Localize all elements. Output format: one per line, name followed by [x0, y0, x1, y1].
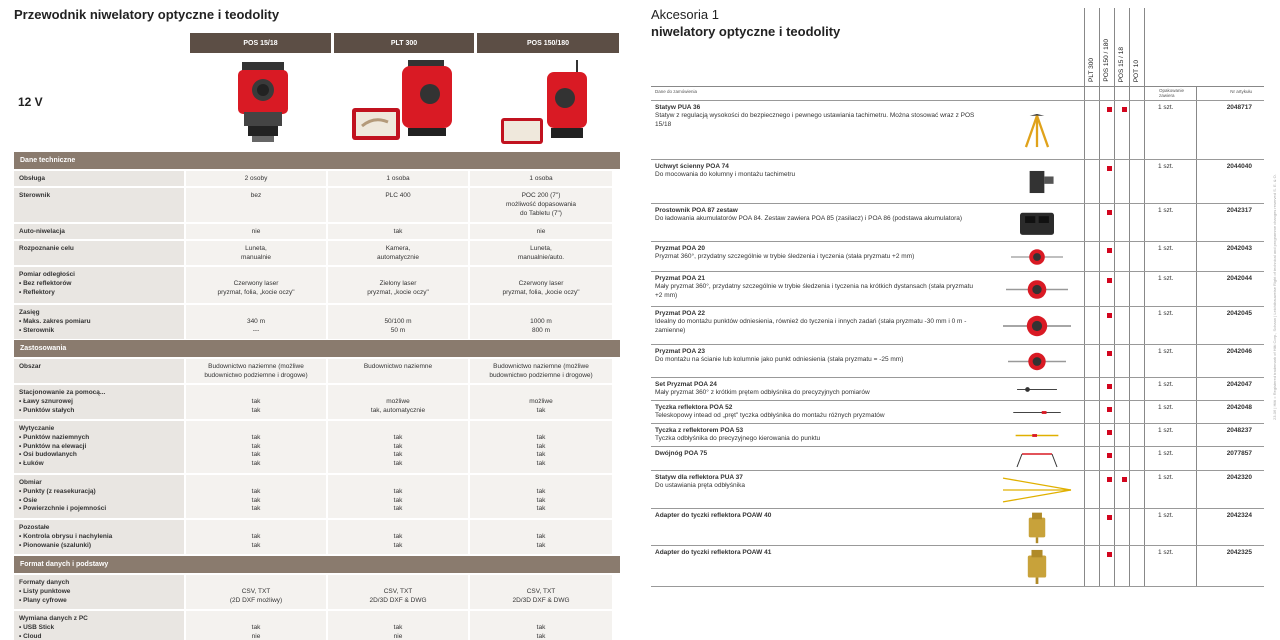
accessory-name: Pryzmat POA 21: [655, 275, 705, 282]
row-value: tak tak: [186, 520, 328, 554]
accessory-qty: 1 szt.: [1158, 474, 1174, 481]
row-value: możliwe tak, automatycznie: [328, 385, 470, 419]
accessory-row: [651, 508, 1264, 546]
compatibility-mark: [1122, 107, 1127, 112]
accessory-qty: 1 szt.: [1158, 549, 1174, 556]
accessory-name: Pryzmat POA 22: [655, 310, 705, 317]
row-value: PLC 400: [328, 188, 470, 222]
product-header-2: PLT 300: [334, 33, 474, 53]
side-legal-text: 23-06 | Hilti = Registered trademark of Hilti Corp., Schaan | Leichtbauweise Right of technical and programme changes reserved S. E. & O.: [1272, 174, 1277, 420]
accessory-row: [651, 100, 1264, 160]
accessory-name: Prostownik POA 87 zestaw: [655, 207, 738, 214]
compatibility-mark: [1107, 453, 1112, 458]
accessory-row: [651, 271, 1264, 307]
compatibility-mark: [1107, 430, 1112, 435]
row-value: 1000 m 800 m: [470, 305, 612, 339]
accessory-name: Pryzmat POA 20: [655, 245, 705, 252]
accessory-qty: 1 szt.: [1158, 427, 1174, 434]
row-value: 50/100 m 50 m: [328, 305, 470, 339]
accessory-article: 2042324: [1226, 512, 1252, 519]
compatibility-mark: [1107, 351, 1112, 356]
accessory-desc: Do ładowania akumulatorów POA 84. Zestaw zawiera POA 85 (zasilacz) i POA 86 (podstawa akumulatora): [655, 215, 963, 222]
accessory-qty: 1 szt.: [1158, 104, 1174, 111]
accessory-row: [651, 377, 1264, 401]
product-header-3: POS 150/180: [477, 33, 619, 53]
row-value: tak tak tak: [186, 475, 328, 518]
wall-bracket-icon: [991, 162, 1083, 202]
accessory-name: Adapter do tyczki reflektora POAW 41: [655, 549, 772, 556]
table-row: [14, 421, 620, 473]
accessory-row: [651, 344, 1264, 378]
row-value: Budownictwo naziemne: [328, 359, 470, 383]
row-value: Zielony laser pryzmat, „kocie oczy": [328, 267, 470, 303]
accessory-name: Pryzmat POA 23: [655, 348, 705, 355]
row-label: Pomiar odległości • Bez reflektorów • Reflektory: [14, 267, 186, 303]
row-value: CSV, TXT 2D/3D DXF & DWG: [328, 575, 470, 609]
total-station-plt300-image: [350, 56, 462, 148]
charger-icon: [991, 206, 1083, 240]
row-value: Budownictwo naziemne (możliwe budownictwo podziemne i drogowe): [186, 359, 328, 383]
table-row: [14, 241, 620, 265]
row-value: tak nie: [328, 611, 470, 640]
accessory-article: 2042046: [1226, 348, 1252, 355]
row-label: Obsługa: [14, 171, 186, 186]
accessory-name: Tyczka reflektora POA 52: [655, 404, 733, 411]
compatibility-mark: [1107, 248, 1112, 253]
accessory-row: [651, 446, 1264, 471]
accessory-desc: Do mocowania do kolumny i montażu tachimetru: [655, 171, 796, 178]
compatibility-mark: [1107, 552, 1112, 557]
row-value: POC 200 (7") możliwość dopasowania do Tabletu (7"): [470, 188, 612, 222]
header-desc: Dane do zamówienia: [655, 89, 698, 94]
row-value: tak tak tak: [328, 475, 470, 518]
left-page-title: Przewodnik niwelatory optyczne i teodolity: [14, 7, 280, 22]
accessory-desc: Idealny do montażu punktów odniesienia, również do tyczenia i innych zadań (stała pryzmatu -30 mm i 0 m - zamienne): [655, 318, 967, 334]
accessory-name: Tyczka z reflektorem POA 53: [655, 427, 744, 434]
row-value: tak tak tak: [470, 475, 612, 518]
header-art: Nr artykułu: [1230, 89, 1252, 94]
total-station-pos150-image: [499, 56, 594, 148]
accessory-row: [651, 470, 1264, 509]
prism-icon: [991, 274, 1083, 305]
row-label: Auto-niwelacja: [14, 224, 186, 239]
row-value: tak tak: [470, 520, 612, 554]
total-station-pos15-image: [228, 56, 298, 148]
accessory-name: Set Pryzmat POA 24: [655, 381, 717, 388]
accessory-row: [651, 203, 1264, 242]
right-page-title: [651, 7, 840, 41]
row-label: Zasięg • Maks. zakres pomiaru • Sterownik: [14, 305, 186, 339]
adapter-icon: [991, 548, 1083, 585]
row-value: tak tak: [328, 520, 470, 554]
accessory-article: 2048717: [1226, 104, 1252, 111]
column-header: PLT 300: [1084, 8, 1099, 86]
table-row: [14, 359, 620, 383]
accessory-desc: Teleskopowy intead od „pręt" tyczka odbłyśnika do montażu różnych pryzmatów: [655, 412, 885, 419]
reflector-tripod-icon: [991, 473, 1083, 507]
accessory-name: Statyw dla reflektora PUA 37: [655, 474, 743, 481]
compatibility-mark: [1107, 477, 1112, 482]
accessory-row: [651, 423, 1264, 447]
right-page: [640, 0, 1280, 640]
row-value: tak tak: [470, 611, 612, 640]
reflector-pole-icon: [991, 403, 1083, 422]
accessory-desc: Do montażu na ścianie lub kolumnie jako punkt odniesienia (stała pryzmatu = -25 mm): [655, 356, 904, 363]
row-label: Rozpoznanie celu: [14, 241, 186, 265]
accessory-qty: 1 szt.: [1158, 381, 1174, 388]
row-value: tak tak tak tak: [186, 421, 328, 473]
table-row: [14, 520, 620, 554]
table-row: [14, 171, 620, 186]
row-value: Czerwony laser pryzmat, folia, „kocie oczy": [470, 267, 612, 303]
accessory-row: [651, 400, 1264, 424]
column-header: POT 10: [1129, 8, 1145, 86]
table-header: [651, 86, 1264, 101]
column-header: POS 15 / 18: [1114, 8, 1129, 86]
row-value: nie: [186, 224, 328, 239]
accessory-qty: 1 szt.: [1158, 348, 1174, 355]
row-value: tak: [328, 224, 470, 239]
row-value: Budownictwo naziemne (możliwe budownictwo podziemne i drogowe): [470, 359, 612, 383]
accessory-article: 2042320: [1226, 474, 1252, 481]
prism-icon: [991, 309, 1083, 343]
compatibility-mark: [1122, 477, 1127, 482]
prism-set-icon: [991, 380, 1083, 399]
accessory-row: [651, 545, 1264, 587]
accessory-article: 2042045: [1226, 310, 1252, 317]
row-value: tak tak: [186, 385, 328, 419]
product-header-1: POS 15/18: [190, 33, 331, 53]
accessory-article: 2077857: [1226, 450, 1252, 457]
table-row: [14, 475, 620, 518]
row-value: Kamera, automatycznie: [328, 241, 470, 265]
compatibility-mark: [1107, 210, 1112, 215]
accessory-article: 2042043: [1226, 245, 1252, 252]
title-line-1: Akcesoria 1: [651, 7, 719, 22]
accessory-qty: 1 szt.: [1158, 512, 1174, 519]
accessory-qty: 1 szt.: [1158, 450, 1174, 457]
row-value: bez: [186, 188, 328, 222]
row-label: Obmiar • Punkty (z reasekuracją) • Osie • Powierzchnie i pojemności: [14, 475, 186, 518]
accessory-qty: 1 szt.: [1158, 207, 1174, 214]
row-value: Luneta, manualnie/auto.: [470, 241, 612, 265]
reflector-pole-icon: [991, 426, 1083, 445]
accessory-desc: Mały pryzmat 360° z krótkim prętem odbłyśnika do precyzyjnych pomiarów: [655, 389, 870, 396]
accessory-article: 2048237: [1226, 427, 1252, 434]
accessory-qty: 1 szt.: [1158, 245, 1174, 252]
compatibility-mark: [1107, 278, 1112, 283]
row-value: nie: [470, 224, 612, 239]
accessory-desc: Pryzmat 360°, przydatny szczególnie w trybie śledzenia i tyczenia (stała pryzmatu +2 mm): [655, 253, 915, 260]
row-value: Luneta, manualnie: [186, 241, 328, 265]
row-value: tak tak tak tak: [328, 421, 470, 473]
compatibility-mark: [1107, 407, 1112, 412]
compatibility-mark: [1107, 313, 1112, 318]
prism-icon: [991, 347, 1083, 376]
table-row: [14, 575, 620, 609]
accessory-article: 2044040: [1226, 163, 1252, 170]
row-value: 1 osoba: [470, 171, 612, 186]
accessory-name: Uchwyt ścienny POA 74: [655, 163, 729, 170]
row-value: możliwe tak: [470, 385, 612, 419]
section-header-applications: Zastosowania: [14, 340, 620, 357]
accessory-qty: 1 szt.: [1158, 163, 1174, 170]
row-label: Formaty danych • Listy punktowe • Plany cyfrowe: [14, 575, 186, 609]
table-row: [14, 611, 620, 640]
prism-icon: [991, 244, 1083, 270]
accessory-row: [651, 306, 1264, 345]
accessory-desc: Mały pryzmat 360°, przydatny szczególnie w trybie śledzenia i tyczenia na krótkich dystansach (stała pryzmatu +2 mm): [655, 283, 973, 299]
row-value: tak tak tak tak: [470, 421, 612, 473]
accessory-article: 2042317: [1226, 207, 1252, 214]
compatibility-mark: [1107, 166, 1112, 171]
left-page: [0, 0, 625, 640]
tripod-icon: [991, 103, 1083, 158]
accessory-desc: Statyw z regulacją wysokości do bezpiecznego i pewnego ustawiania tachimetru. Można stosować wraz z POS 15/18: [655, 112, 975, 128]
voltage-label: 12 V: [18, 95, 43, 109]
row-label: Obszar: [14, 359, 186, 383]
accessory-article: 2042047: [1226, 381, 1252, 388]
section-header-data-format: Format danych i podstawy: [14, 556, 620, 573]
accessory-qty: 1 szt.: [1158, 404, 1174, 411]
table-row: [14, 267, 620, 303]
header-pack: Opakowanie zawiera: [1159, 88, 1185, 98]
column-header: POS 150 / 180: [1099, 8, 1114, 86]
bipod-icon: [991, 449, 1083, 469]
accessory-row: [651, 241, 1264, 272]
accessory-name: Adapter do tyczki reflektora POAW 40: [655, 512, 772, 519]
accessory-article: 2042044: [1226, 275, 1252, 282]
adapter-icon: [991, 511, 1083, 544]
row-label: Wymiana danych z PC • USB Stick • Cloud: [14, 611, 186, 640]
accessory-row: [651, 159, 1264, 204]
table-row: [14, 188, 620, 222]
table-row: [14, 305, 620, 339]
row-value: CSV, TXT (2D DXF możliwy): [186, 575, 328, 609]
table-row: [14, 224, 620, 239]
row-label: Wytyczanie • Punktów naziemnych • Punktów na elewacji • Osi budowlanych • Łuków: [14, 421, 186, 473]
compatibility-mark: [1107, 515, 1112, 520]
accessory-qty: 1 szt.: [1158, 275, 1174, 282]
table-row: [14, 385, 620, 419]
row-value: CSV, TXT 2D/3D DXF & DWG: [470, 575, 612, 609]
accessory-name: Dwójnóg POA 75: [655, 450, 708, 457]
row-label: Pozostałe • Kontrola obrysu i nachylenia • Pionowanie (szalunki): [14, 520, 186, 554]
accessory-qty: 1 szt.: [1158, 310, 1174, 317]
accessory-article: 2042325: [1226, 549, 1252, 556]
compatibility-mark: [1107, 107, 1112, 112]
row-value: 1 osoba: [328, 171, 470, 186]
row-label: Stacjonowanie za pomocą... • Ławy sznurowej • Punktów stałych: [14, 385, 186, 419]
row-value: 340 m ---: [186, 305, 328, 339]
accessory-desc: Tyczka odbłyśnika do precyzyjnego kierowania do punktu: [655, 435, 821, 442]
compatibility-mark: [1107, 384, 1112, 389]
row-value: tak nie: [186, 611, 328, 640]
row-label: Sterownik: [14, 188, 186, 222]
table-bottom-rule: [651, 586, 1264, 587]
section-header-technical: Dane techniczne: [14, 152, 620, 169]
accessory-name: Statyw PUA 36: [655, 104, 701, 111]
title-line-2: niwelatory optyczne i teodolity: [651, 23, 841, 39]
row-value: Czerwony laser pryzmat, folia, „kocie oczy": [186, 267, 328, 303]
row-value: 2 osoby: [186, 171, 328, 186]
accessory-article: 2042048: [1226, 404, 1252, 411]
accessory-desc: Do ustawiania pręta odbłyśnika: [655, 482, 745, 489]
